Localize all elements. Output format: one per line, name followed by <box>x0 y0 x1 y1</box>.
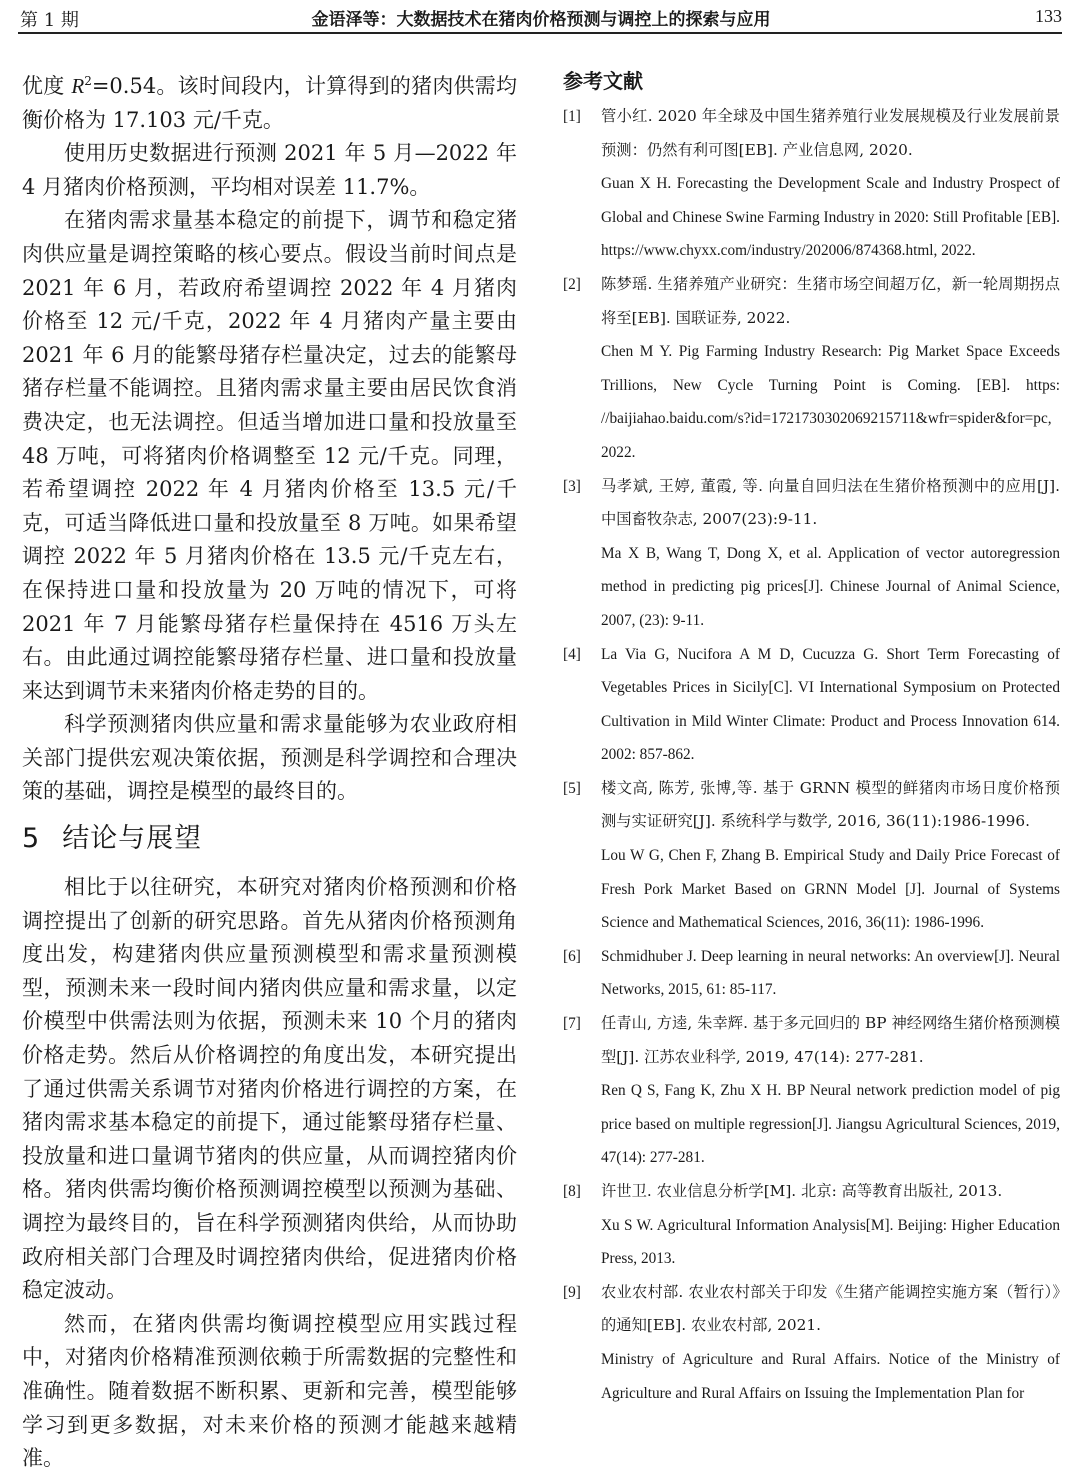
reference-number: [5] <box>563 779 581 797</box>
paragraph: 然而，在猪肉供需均衡调控模型应用实践过程中，对猪肉价格精准预测依赖于所需数据的完整性和准确性。随着数据不断积累、更新和完善，模型能够学习到更多数据，对未来价格的预测才能越来越精准。 <box>22 1311 517 1471</box>
reference-text-en: Ministry of Agriculture and Rural Affairs. Notice of the Ministry of Agriculture and Rural Affairs on Issuing the Implementation Plan for <box>601 1350 1060 1402</box>
reference-text-zh: 管小红. 2020 年全球及中国生猪养殖行业发展规模及行业发展前景预测：仍然有利可图[EB]. 产业信息网, 2020. <box>601 107 1060 159</box>
paragraph: 在猪肉需求量基本稳定的前提下，调节和稳定猪肉供应量是调控策略的核心要点。假设当前时间点是 2021 年 6 月，若政府希望调控 2022 年 4 月猪肉价格至 12 元/千克，2022 年 4 月猪肉产量主要由 2021 年 6 月的能繁母猪存栏量决定，过去的能繁母猪存栏量不能调控。且猪肉需求量主要由居民饮食消费决定，也无法调控。但适当增加进口量和投放量至 48 万吨，可将猪肉价格调整至 12 元/千克。同理，若希望调控 2022 年 4 月猪肉价格至 13.5 元/千克，可适当降低进口量和投放量至 8 万吨。如果希望调控 2022 年 5 月猪肉价格在 13.5 元/千克左右，在保持进口量和投放量为 20 万吨的情况下，可将 2021 年 7 月能繁母猪存栏量保持在 4516 万头左右。由此通过调控能繁母猪存栏量、进口量和投放量来达到调节未来猪肉价格走势的目的。 <box>22 208 517 703</box>
reference-text-en: Guan X H. Forecasting the Development Scale and Industry Prospect of Global and Chinese Swine Farming Industry in 2020: Still Profitable [EB]. https://www.chyxx.com/industry/202006/874368.html, 2022. <box>601 175 1060 260</box>
paragraph: 科学预测猪肉供应量和需求量能够为农业政府相关部门提供宏观决策依据，预测是科学调控和合理决策的基础，调控是模型的最终目的。 <box>22 712 517 804</box>
reference-text-zh: 陈梦瑶. 生猪养殖产业研究：生猪市场空间超万亿，新一轮周期拐点将至[EB]. 国联证券, 2022. <box>601 274 1060 327</box>
reference-text-zh: 楼文高, 陈芳, 张博,等. 基于 GRNN 模型的鲜猪肉市场日度价格预测与实证研究[J]. 系统科学与数学, 2016, 36(11):1986-1996. <box>601 778 1060 831</box>
reference-text-en: Ren Q S, Fang K, Zhu X H. BP Neural network prediction model of pig price based on multiple regression[J]. Jiangsu Agricultural Sciences, 2019, 47(14): 277-281. <box>601 1082 1060 1167</box>
reference-item <box>563 1007 1060 1175</box>
reference-item <box>563 940 1060 1007</box>
text: =0.54。该时间段内，计算得到的猪肉供需均衡价格为 17.103 元/千克。 <box>22 74 517 132</box>
reference-item <box>563 100 1060 268</box>
reference-item <box>563 268 1060 470</box>
section-heading <box>22 819 517 859</box>
reference-text-en: Ma X B, Wang T, Dong X, et al. Application of vector autoregression method in predicting pig prices[J]. Chinese Journal of Animal Science, 2007, (23): 9-11. <box>601 544 1060 629</box>
reference-text-zh: 许世卫. 农业信息分析学[M]. 北京: 高等教育出版社, 2013. <box>601 1182 1003 1200</box>
paragraph: 相比于以往研究，本研究对猪肉价格预测和价格调控提出了创新的研究思路。首先从猪肉价格预测角度出发，构建猪肉供应量预测模型和需求量预测模型，预测未来一段时间内猪肉供应量和需求量，以定价模型中供需法则为依据，预测未来 10 个月的猪肉价格走势。然后从价格调控的角度出发，本研究提出了通过供需关系调节对猪肉价格进行调控的方案，在猪肉需求基本稳定的前提下，通过能繁母猪存栏量、投放量和进口量调节猪肉的供应量，从而调控猪肉价格。猪肉供需均衡价格预测调控模型以预测为基础、调控为最终目的，旨在科学预测猪肉供给，从而协助政府相关部门合理及时调控猪肉供给，促进猪肉价格稳定波动。 <box>22 875 517 1303</box>
references-title: 参考文献 <box>563 69 643 93</box>
reference-number: [1] <box>563 108 581 125</box>
reference-text-en: Chen M Y. Pig Farming Industry Research: Pig Market Space Exceeds Trillions, New Cycle Turning Point is Coming. [EB]. https: //baijiahao.baidu.com/s?id=1721730302069215711&wfr=spider&for=pc, 2022. <box>601 343 1060 461</box>
running-header <box>20 4 1062 32</box>
reference-text-en: Schmidhuber J. Deep learning in neural networks: An overview[J]. Neural Networks, 2015, 61: 85-117. <box>601 947 1060 999</box>
reference-text-en: Xu S W. Agricultural Information Analysis[M]. Beijing: Higher Education Press, 2013. <box>601 1216 1060 1268</box>
left-column <box>22 65 517 1476</box>
reference-text-en: Lou W G, Chen F, Zhang B. Empirical Study and Daily Price Forecast of Fresh Pork Market Based on GRNN Model [J]. Journal of Systems Science and Mathematical Sciences, 2016, 36(11): 1986-1996. <box>601 847 1060 932</box>
reference-item <box>563 470 1060 638</box>
r-symbol: R <box>71 74 85 98</box>
text: 优度 <box>22 74 72 98</box>
section-title: 结论与展望 <box>62 823 203 855</box>
reference-item <box>563 772 1060 940</box>
reference-number: [4] <box>563 645 581 663</box>
superscript: 2 <box>84 74 92 88</box>
reference-text-zh: 任青山, 方逵, 朱幸辉. 基于多元回归的 BP 神经网络生猪价格预测模型[J]. 江苏农业科学, 2019, 47(14): 277-281. <box>601 1014 1060 1066</box>
issue-number: 第 1 期 <box>20 10 79 31</box>
reference-item <box>563 1175 1060 1276</box>
header-rule <box>18 32 1062 34</box>
reference-text-zh: 农业农村部. 农业农村部关于印发《生猪产能调控实施方案（暂行）》的通知[EB]. 农业农村部, 2021. <box>601 1282 1060 1335</box>
references-column <box>563 66 1060 1410</box>
reference-number: [3] <box>563 477 581 495</box>
page-number: 133 <box>1035 6 1062 26</box>
reference-text-zh: 马孝斌, 王婷, 董霞, 等. 向量自回归法在生猪价格预测中的应用[J]. 中国畜牧杂志, 2007(23):9-11. <box>601 476 1060 529</box>
running-title: 金语泽等：大数据技术在猪肉价格预测与调控上的探索与应用 <box>311 10 771 30</box>
paragraph <box>22 65 517 137</box>
reference-text-en: La Via G, Nucifora A M D, Cucuzza G. Short Term Forecasting of Vegetables Prices in Sicily[C]. VI International Symposium on Protected Cultivation in Mild Winter Climate: Product and Process Innovation 614. 2002: 857-862. <box>601 645 1060 764</box>
reference-number: [9] <box>563 1283 581 1301</box>
reference-item <box>563 1276 1060 1410</box>
reference-number: [2] <box>563 275 581 293</box>
reference-item <box>563 638 1060 772</box>
paragraph: 使用历史数据进行预测 2021 年 5 月—2022 年 4 月猪肉价格预测，平均相对误差 11.7%。 <box>22 141 517 199</box>
reference-number: [7] <box>563 1015 581 1033</box>
reference-number: [6] <box>563 947 581 965</box>
section-number: 5 <box>22 823 41 855</box>
reference-number: [8] <box>563 1183 581 1200</box>
